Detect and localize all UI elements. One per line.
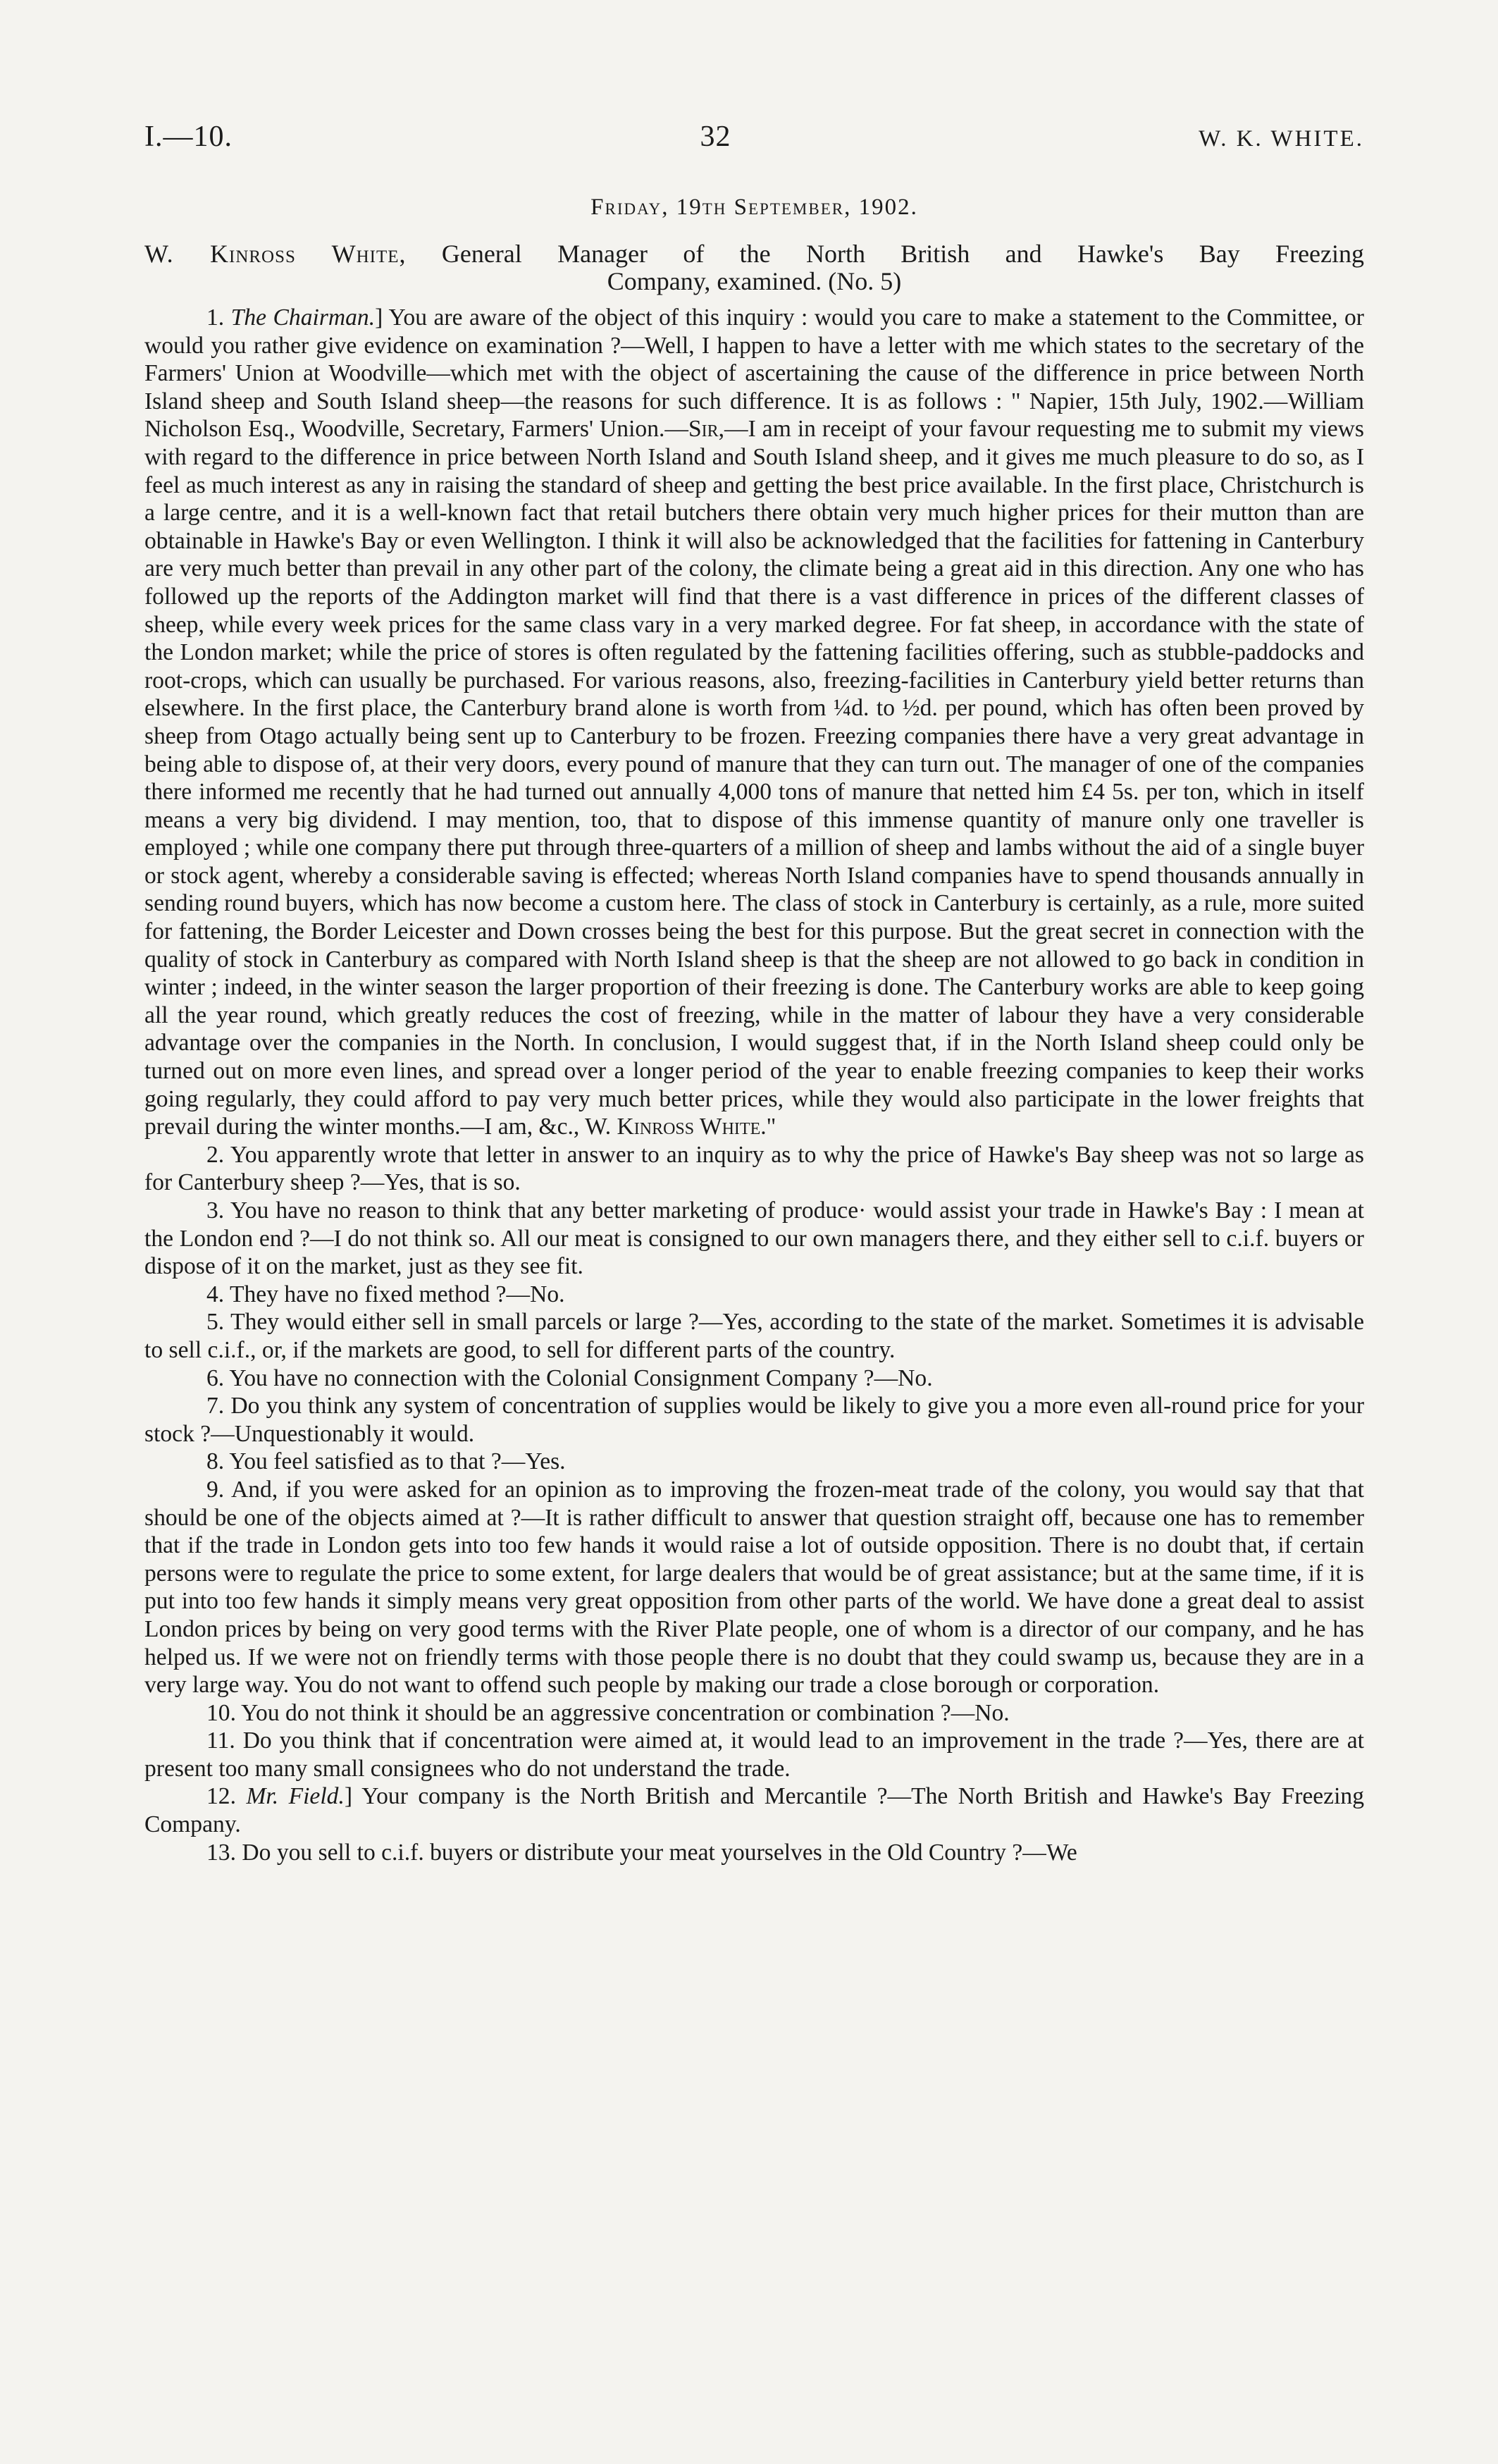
question-number: 3. — [206, 1197, 225, 1224]
testimony-paragraph — [144, 1727, 1364, 1782]
paragraph-text-end: ." — [760, 1114, 776, 1140]
question-number: 9. — [206, 1476, 225, 1503]
paragraph-text: You do not think it should be an aggressive concentration or combination ?—No. — [241, 1699, 1010, 1726]
paragraph-text: You feel satisfied as to that ?—Yes. — [229, 1448, 566, 1475]
paragraph-text: You have no connection with the Colonial Consignment Company ?—No. — [229, 1365, 933, 1391]
question-number: 8. — [206, 1448, 225, 1475]
question-number: 1. — [206, 304, 225, 331]
letter-signature: Kinross White — [617, 1114, 761, 1140]
paragraph-text: You apparently wrote that letter in answer to an inquiry as to why the price of Hawke's Bay sheep was not so large as for Canterbury sheep ?—Yes, that is so. — [144, 1141, 1364, 1196]
testimony-paragraph — [144, 1839, 1364, 1867]
paragraph-text: Do you sell to c.i.f. buyers or distribute your meat yourselves in the Old Country ?—We — [242, 1839, 1077, 1866]
paper-reference: I.—10. — [144, 121, 233, 153]
question-number: 5. — [206, 1309, 225, 1336]
paragraph-text: ] Your company is the North British and Mercantile ?—The North British and Hawke's Bay Freezing Company. — [144, 1783, 1364, 1838]
witness-line-1 — [144, 240, 1364, 268]
witness-header: W. K. WHITE. — [1199, 126, 1364, 152]
paragraph-text: Do you think any system of concentration of supplies would be likely to give you a more even all-round price for your stock ?—Unquestionably it would. — [144, 1393, 1364, 1447]
testimony-paragraph — [144, 1141, 1364, 1197]
testimony-paragraph — [144, 304, 1364, 1141]
running-header — [144, 120, 1364, 154]
page-number: 32 — [700, 121, 731, 153]
testimony-paragraph — [144, 1308, 1364, 1364]
testimony-paragraph — [144, 1365, 1364, 1393]
testimony-paragraph — [144, 1782, 1364, 1838]
witness-name: W. Kinross White, — [144, 240, 407, 268]
question-number: 2. — [206, 1141, 225, 1168]
question-number: 11. — [206, 1727, 235, 1754]
testimony-paragraph — [144, 1281, 1364, 1309]
paragraph-text: You have no reason to think that any better marketing of produce· would assist your trade in Hawke's Bay : I mean at the London end ?—I do not think so. All our meat is consigned to our own managers there, and they either sell to c.i.f. buyers or dispose of it on the market, just as they see fit. — [144, 1197, 1365, 1280]
witness-line-2: Company, examined. (No. 5) — [607, 267, 902, 295]
testimony-paragraph — [144, 1392, 1364, 1448]
question-number: 6. — [206, 1365, 225, 1391]
testimony-body — [144, 304, 1364, 1866]
paragraph-text-cont: ,—I am in receipt of your favour requesting me to submit my views with regard to the difference in price between North Island and South Island sheep, and it gives me much pleasure to do so, as I feel as much interest as any in raising the standard of sheep and getting the best price available. In the first place, Christchurch is a large centre, and it is a well-known fact that retail butchers there obtain very much higher prices for their mutton than are obtainable in Hawke's Bay or even Wellington. I think it will also be acknowledged that the facilities for fattening in Canterbury are very much better than prevail in any other part of the colony, the climate being a great aid in this direction. Any one who has followed up the reports of the Addington market will find that there is a vast difference in prices of the different classes of sheep, while every week prices for the same class vary in a very marked degree. For fat sheep, in accordance with the state of the London market; while the price of stores is often regulated by the fattening facilities offering, such as stubble-paddocks and root-crops, which can usually be purchased. For various reasons, also, freezing-facilities in Canterbury yield better returns than elsewhere. In the first place, the Canterbury brand alone is worth from ¼d. to ½d. per pound, which has often been proved by sheep from Otago actually being sent up to Canterbury to be frozen. Freezing companies there have a very great advantage in being able to dispose of, at their very doors, every pound of manure that they can turn out. The manager of one of the companies there informed me recently that he had turned out annually 4,000 tons of manure that netted him £4 5s. per ton, which in itself means a very big dividend. I may mention, too, that to dispose of this immense quantity of manure only one traveller is employed ; while one company there put through three-quarters of a million of sheep and lambs without the aid of a single buyer or stock agent, whereby a considerable saving is effected; whereas North Island companies have to spend thousands annually in sending round buyers, which has now become a custom here. The class of stock in Canterbury is certainly, as a rule, more suited for fattening, the Border Leicester and Down crosses being the best for this purpose. But the great secret in connection with the quality of stock in Canterbury as compared with North Island sheep is that the sheep are not allowed to go back in condition in winter ; indeed, in the winter season the larger proportion of their freezing is done. The Canterbury works are able to keep going all the year round, which greatly reduces the cost of freezing, while in the matter of labour they have a very considerable advantage over the companies in the North. In conclusion, I would suggest that, if in the North Island sheep could only be turned out on more even lines, and spread over a longer period of the year to enable freezing companies to keep their works going regularly, they could afford to pay very much better prices, while they would also participate in the lower freights that prevail during the winter months.—I am, &c., W. — [144, 416, 1365, 1140]
witness-title: General Manager of the North British and Hawke's Bay Freezing — [441, 240, 1365, 268]
testimony-paragraph — [144, 1699, 1364, 1727]
testimony-paragraph — [144, 1197, 1364, 1281]
speaker-name: The Chairman. — [230, 304, 376, 331]
paragraph-text: And, if you were asked for an opinion as to improving the frozen-meat trade of the colony, you would say that that should be one of the objects aimed at ?—It is rather difficult to answer that question straight off, because one has to remember that if the trade in London gets into too few hands it would raise a lot of outside opposition. There is no doubt that, if certain persons were to regulate the price to some extent, for large dealers that would be of great assistance; but at the same time, if it is put into too few hands it simply means very great opposition from other parts of the world. We have done a great deal to assist London prices by being on very good terms with the River Plate people, one of whom is a director of our company, and he has helped us. If we were not on friendly terms with those people there is no doubt that they could swamp us, because they are in a very large way. You do not want to offend such people by making our trade a close borough or corporation. — [144, 1476, 1365, 1699]
witness-heading — [144, 240, 1364, 295]
question-number: 4. — [206, 1281, 225, 1307]
question-number: 10. — [206, 1699, 236, 1726]
testimony-paragraph — [144, 1476, 1364, 1699]
paragraph-text: Do you think that if concentration were aimed at, it would lead to an improvement in the trade ?—Yes, there are at present too many small consignees who do not understand the trade. — [144, 1727, 1365, 1782]
question-number: 13. — [206, 1839, 236, 1866]
testimony-paragraph — [144, 1448, 1364, 1476]
salutation: Sir — [688, 416, 719, 443]
speaker-name: Mr. Field. — [246, 1783, 345, 1810]
paragraph-text: They would either sell in small parcels or large ?—Yes, according to the state of the market. Sometimes it is advisable to sell c.i.f., or, if the markets are good, to sell for different parts of the country. — [144, 1309, 1365, 1363]
question-number: 12. — [206, 1783, 236, 1810]
paragraph-text: They have no fixed method ?—No. — [229, 1281, 565, 1307]
sitting-date: Friday, 19th September, 1902. — [590, 195, 918, 220]
paragraph-text: ] You are aware of the object of this inquiry : would you care to make a statement to the Committee, or would you rather give evidence on examination ?—Well, I happen to have a letter with me which states to the secretary of the Farmers' Union at Woodville—which met with the object of ascertaining the cause of the difference in price between North Island sheep and South Island sheep—the reasons for such difference. It is as follows : " Napier, 15th July, 1902.—William Nicholson Esq., Woodville, Secretary, Farmers' Union.— — [144, 304, 1364, 443]
question-number: 7. — [206, 1393, 225, 1419]
